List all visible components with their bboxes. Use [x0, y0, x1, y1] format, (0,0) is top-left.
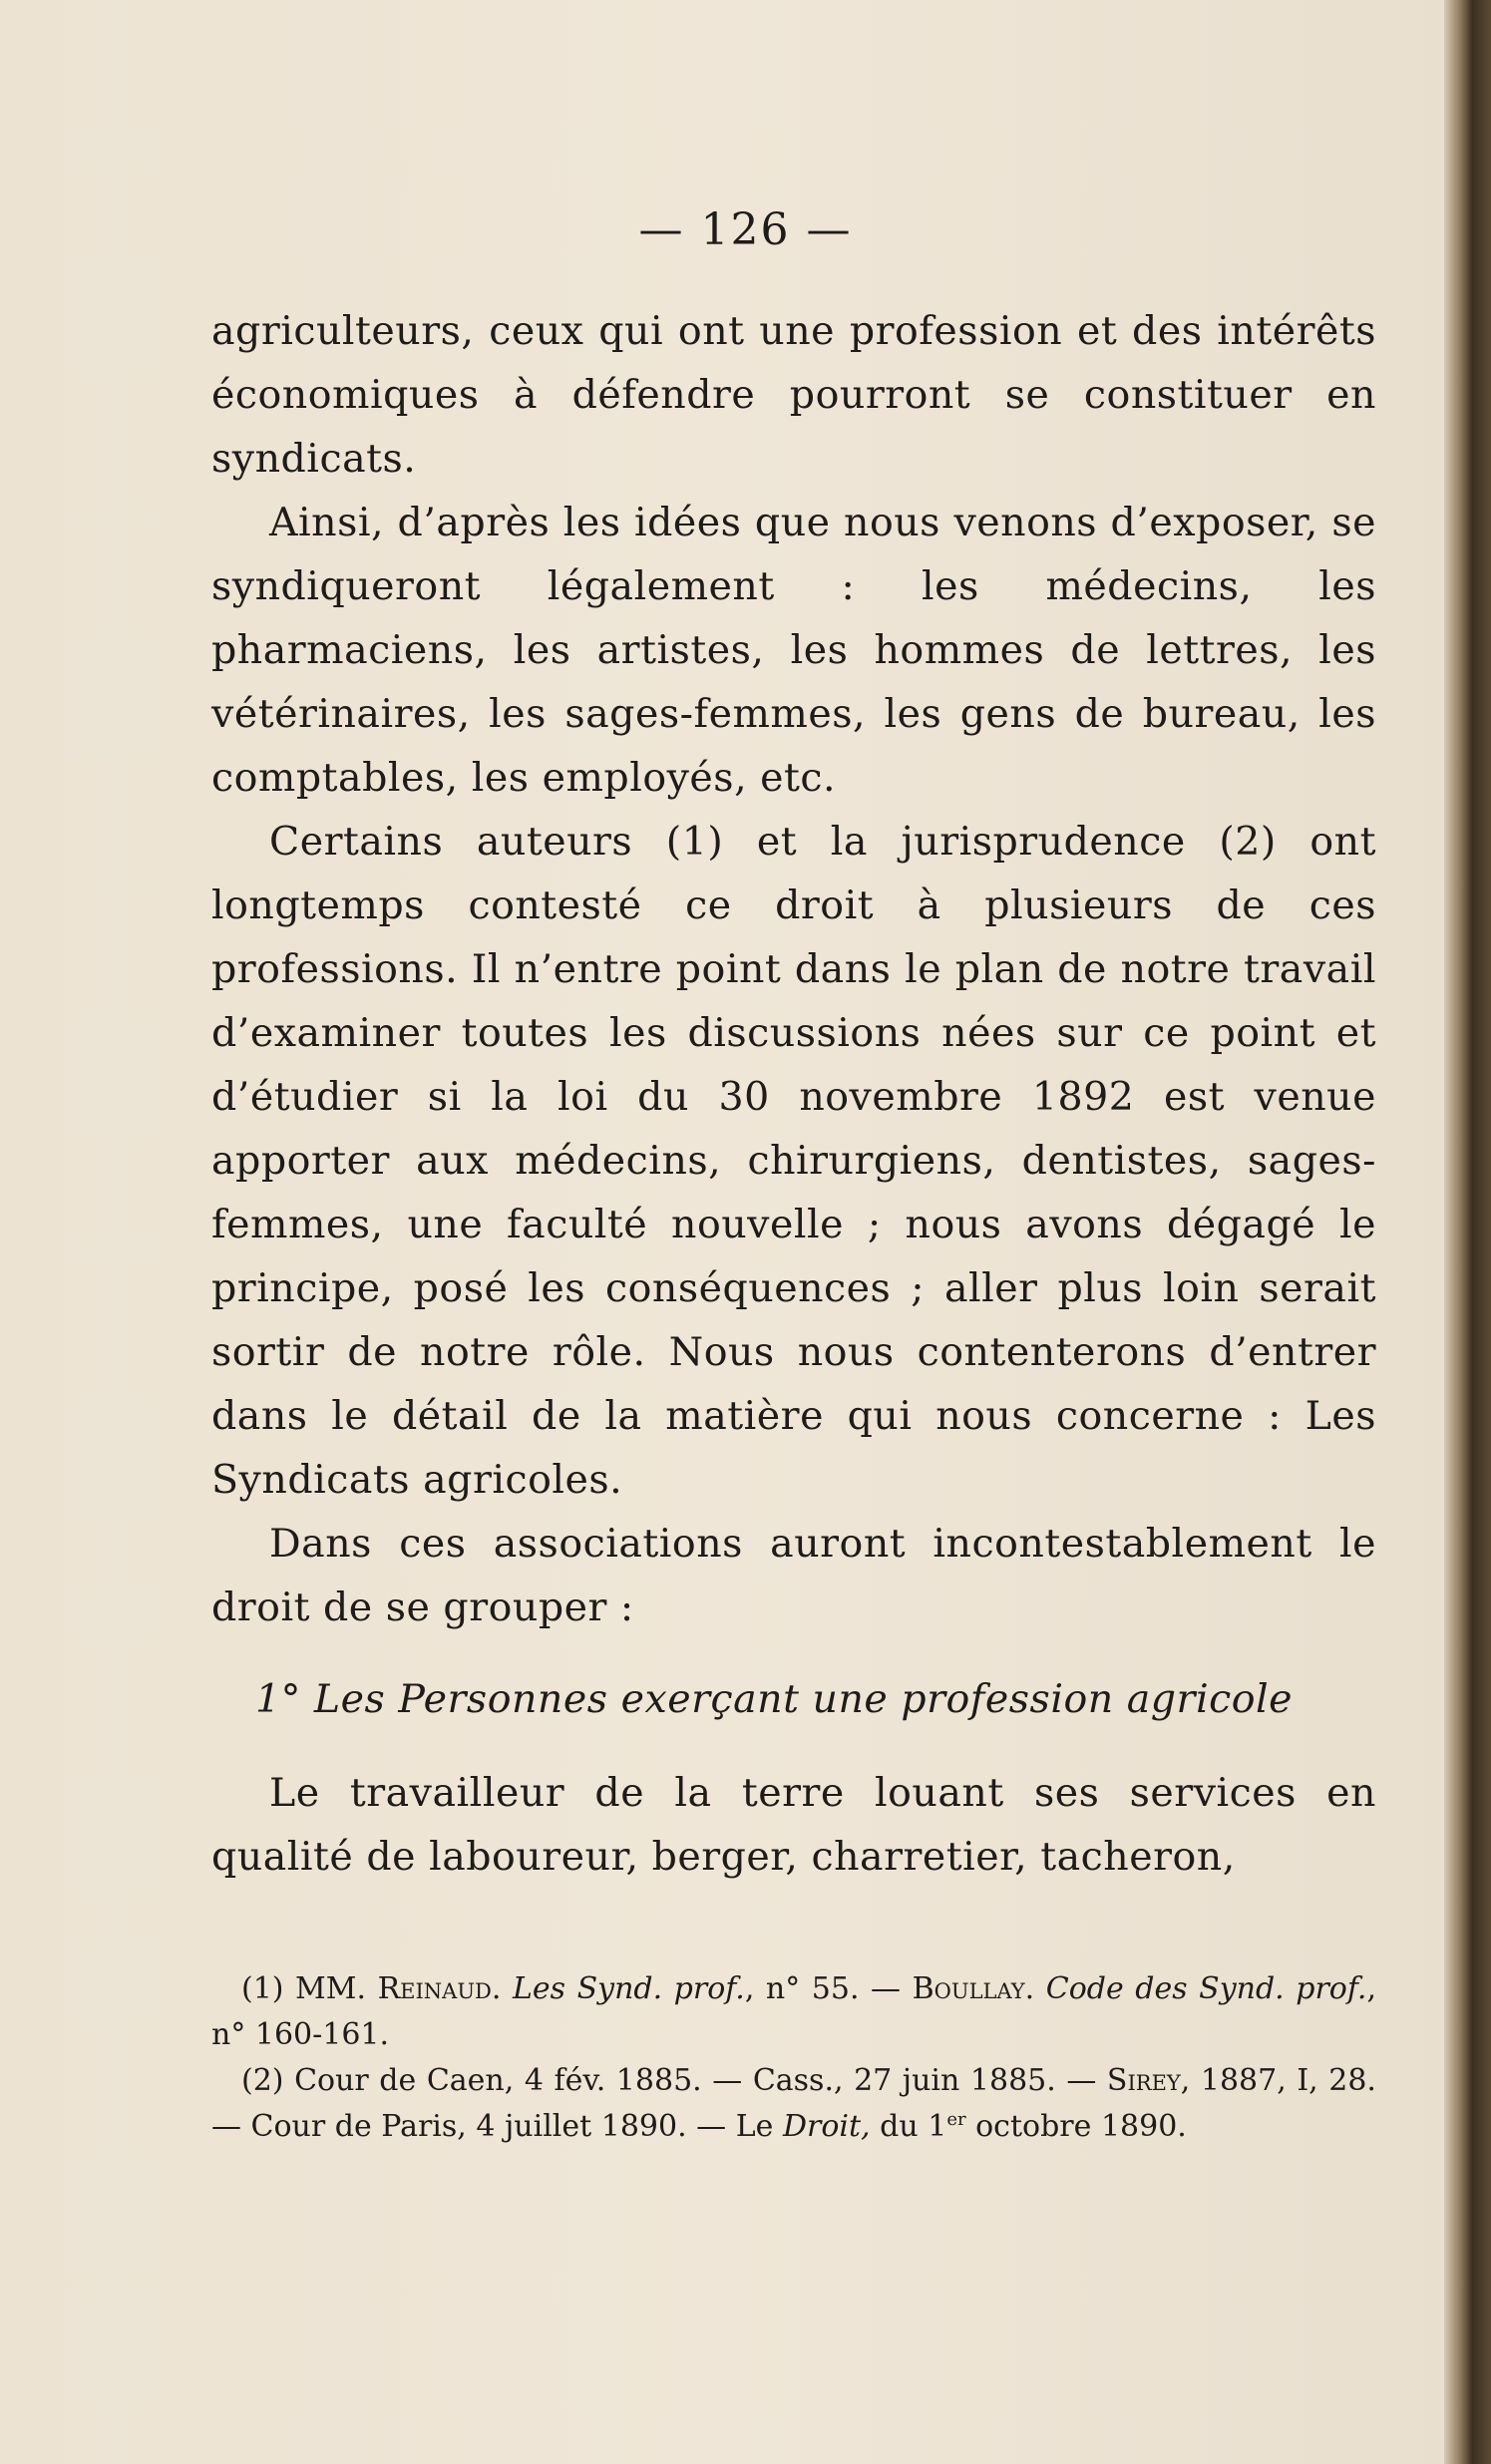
section-subheading: 1° Les Personnes exerçant une profession agricole [255, 1676, 1293, 1722]
footnote-2-part-4: octobre 1890. [975, 2109, 1187, 2144]
footnote-1-author-2: Boullay. [912, 1971, 1035, 2006]
paragraph-5: Le travailleur de la terre louant ses services en qualité de laboureur, berger, charretier, tacheron, [211, 1770, 1376, 1880]
footnote-1 [211, 1966, 1376, 2058]
footnote-1-ref-1: , n° 55. — [744, 1971, 902, 2006]
body-text [211, 299, 1376, 1889]
footnote-1-title-1: Les Synd. prof. [512, 1971, 745, 2006]
footnote-2-ordinal: er [946, 2109, 966, 2130]
footnote-1-mm: MM. [295, 1971, 367, 2006]
paragraph-2: Ainsi, d’après les idées que nous venons d’exposer, se syndiqueront légalement : les médecins, les pharmaciens, les artistes, les hommes de lettres, les vétérinaires, les sages-femmes, les gens de bureau, les comptables, les employés, etc. [211, 500, 1376, 801]
paragraph-1: agriculteurs, ceux qui ont une profession et des intérêts économiques à défendre pourront se constituer en syndicats. [211, 308, 1376, 482]
footnote-1-author-1: Reinaud. [377, 1971, 502, 2006]
footnotes [211, 1966, 1376, 2150]
footnote-1-number: (1) [241, 1971, 284, 2006]
footnote-2 [211, 2058, 1376, 2150]
page-number: — 126 — [638, 204, 853, 255]
footnote-2-part-2: 1887, I, 28. — Cour de Paris, 4 juillet 1890. — Le [211, 2063, 1376, 2144]
footnote-2-number: (2) [241, 2063, 284, 2098]
footnote-2-title: Droit, [782, 2109, 871, 2144]
footnote-2-author: Sirey, [1106, 2063, 1191, 2098]
footnote-2-day: 1 [928, 2109, 947, 2144]
paragraph-3: Certains auteurs (1) et la jurisprudence (2) ont longtemps contesté ce droit à plusieurs de ces professions. Il n’entre point dans le plan de notre travail d’examiner toutes les discussions nées sur ce point et d’étudier si la loi du 30 novembre 1892 est venue apporter aux médecins, chirurgiens, dentistes, sages-femmes, une faculté nouvelle ; nous avons dégagé le principe, posé les conséquences ; aller plus loin serait sortir de notre rôle. Nous nous contenterons d’entrer dans le détail de la matière qui nous concerne : Les Syndicats agricoles. [211, 819, 1376, 1503]
footnote-2-part-3: du [880, 2109, 919, 2144]
footnote-1-ref-2: , n° 160-161. [211, 1971, 1376, 2052]
page-edge-binding [1444, 0, 1491, 2464]
footnote-2-part-1: Cour de Caen, 4 fév. 1885. — Cass., 27 juin 1885. — [294, 2063, 1097, 2098]
paragraph-4: Dans ces associations auront incontestablement le droit de se grouper : [211, 1521, 1376, 1630]
footnote-1-title-2: Code des Synd. prof. [1045, 1971, 1367, 2006]
